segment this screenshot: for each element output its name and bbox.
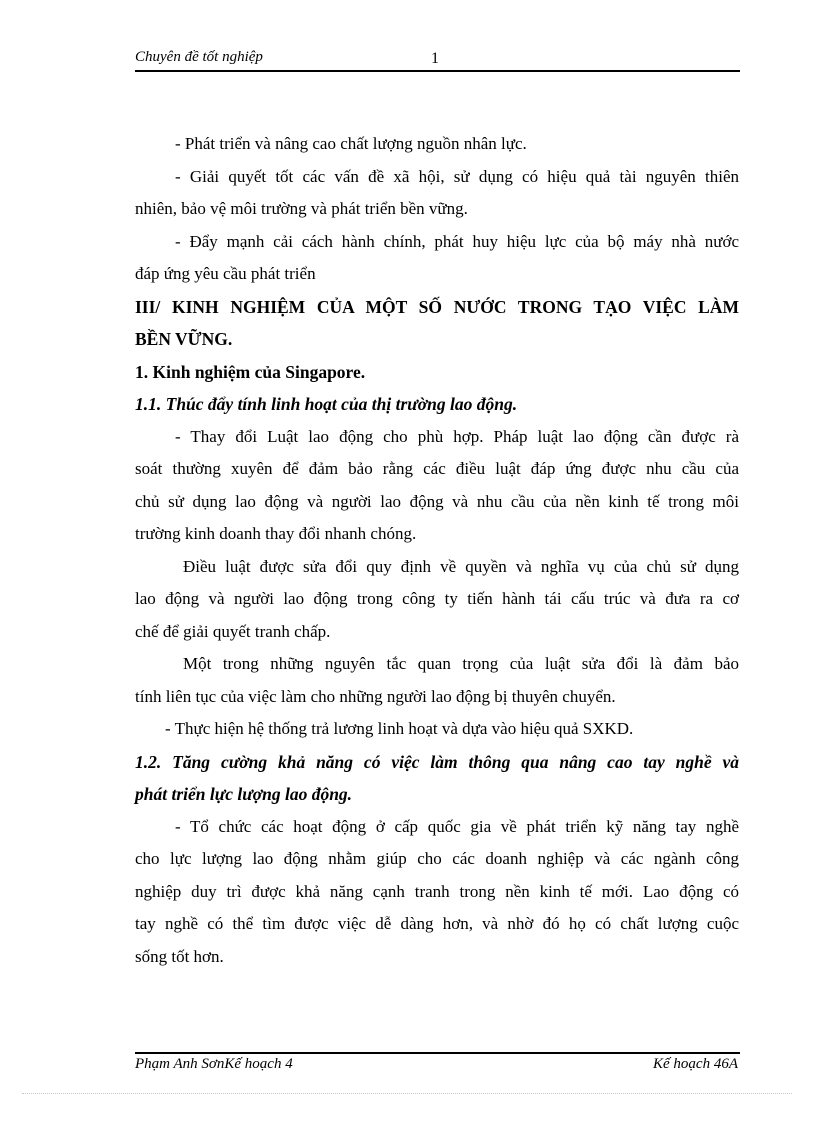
paragraph-line: - Tổ chức các hoạt động ở cấp quốc gia về phát triển kỹ năng tay nghề [175,816,739,836]
footer-class: Kế hoạch 46A [653,1056,738,1072]
paragraph-line: tính liên tục của việc làm cho những người lao động bị thuyên chuyển. [135,686,616,706]
paragraph-line: - Thay đổi Luật lao động cho phù hợp. Pháp luật lao động cần được rà [175,426,739,446]
subsection-heading: 1. Kinh nghiệm của Singapore. [135,361,366,382]
subsubsection-heading: phát triển lực lượng lao động. [135,784,353,804]
paragraph-line: soát thường xuyên để đảm bảo rằng các điều luật đáp ứng được nhu cầu của [135,459,739,478]
paragraph-line: - Thực hiện hệ thống trả lương linh hoạt và dựa vào hiệu quả SXKD. [165,719,634,738]
paragraph-line: - Phát triển và nâng cao chất lượng nguồn nhân lực. [175,134,527,153]
paragraph-line: cho lực lượng lao động nhằm giúp cho các doanh nghiệp và các ngành công [135,849,739,868]
paragraph-line: chủ sử dụng lao động và người lao động và nhu cầu của nền kinh tế trong môi [135,491,739,511]
footer-author: Phạm Anh SơnKế hoạch 4 [135,1056,293,1072]
paragraph-line: Một trong những nguyên tắc quan trọng của luật sửa đổi là đảm bảo [183,654,739,673]
footer-divider [135,1052,740,1054]
page-number: 1 [431,50,439,67]
subsubsection-heading: 1.2. Tăng cường khả năng có việc làm thông qua nâng cao tay nghề và [135,751,739,772]
paragraph-line: - Giải quyết tốt các vấn đề xã hội, sử dụng có hiệu quả tài nguyên thiên [175,166,739,186]
paragraph-line: chế để giải quyết tranh chấp. [135,621,331,641]
page-header [135,48,740,72]
section-heading: III/ KINH NGHIỆM CỦA MỘT SỐ NƯỚC TRONG TẠO VIỆC LÀM [135,296,739,317]
paragraph-line: lao động và người lao động trong công ty tiến hành tái cấu trúc và đưa ra cơ [135,589,739,608]
paragraph-line: trường kinh doanh thay đổi nhanh chóng. [135,524,417,543]
header-title: Chuyên đề tốt nghiệp [135,49,263,65]
page-bottom-border [22,1093,792,1094]
subsubsection-heading: 1.1. Thúc đẩy tính linh hoạt của thị trường lao động. [135,394,518,414]
paragraph-line: Điều luật được sửa đổi quy định về quyền và nghĩa vụ của chủ sử dụng [183,556,739,576]
paragraph-line: - Đẩy mạnh cải cách hành chính, phát huy hiệu lực của bộ máy nhà nước [175,231,739,251]
page-body [135,128,739,973]
paragraph-line: tay nghề có thể tìm được việc dễ dàng hơn, và nhờ đó họ có chất lượng cuộc [135,914,739,933]
paragraph-line: nghiệp duy trì được khả năng cạnh tranh trong nền kinh tế mới. Lao động có [135,881,739,901]
paragraph-line: sống tốt hơn. [135,946,224,966]
paragraph-line: đáp ứng yêu cầu phát triển [135,264,316,283]
section-heading: BỀN VỮNG. [135,329,233,349]
paragraph-line: nhiên, bảo vệ môi trường và phát triển bền vững. [135,199,468,218]
